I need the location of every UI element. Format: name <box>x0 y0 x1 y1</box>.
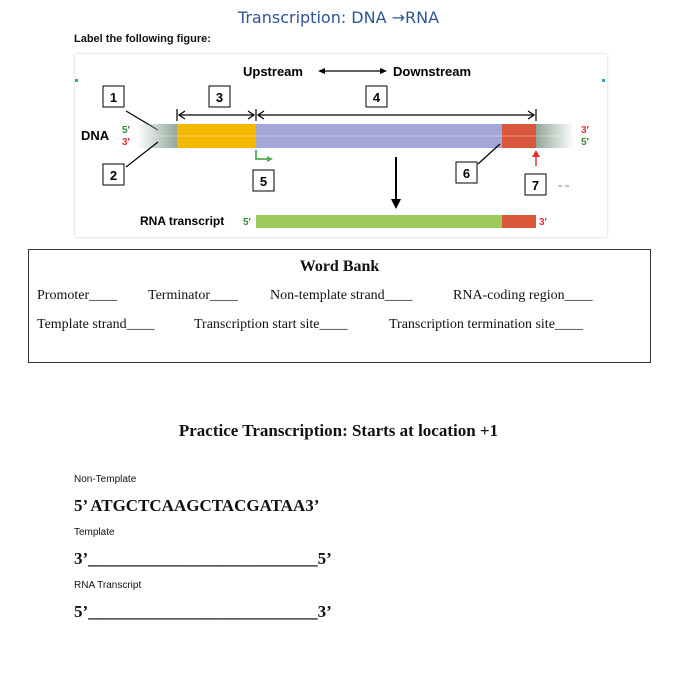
rna-three-prime: 3′ <box>539 217 547 228</box>
dna-bottom-three-prime: 3′ <box>122 137 130 148</box>
page-title: Transcription: DNA →RNA <box>237 8 440 27</box>
practice-title: Practice Transcription: Starts at location +1 <box>178 421 499 440</box>
word-bank-item: Template strand____ <box>37 317 155 332</box>
upstream-label: Upstream <box>243 64 303 79</box>
template-sequence-blank[interactable]: 3’___________________________5’ <box>74 549 332 568</box>
up-arrow-icon <box>532 150 540 157</box>
word-bank-item: Transcription termination site____ <box>389 317 583 332</box>
dna-top-five-prime: 5′ <box>122 125 130 136</box>
label-box-1-number: 1 <box>109 90 118 105</box>
dna-top-three-prime: 3′ <box>581 125 589 136</box>
label-box-4-number: 4 <box>372 90 381 105</box>
template-label: Template <box>74 527 115 538</box>
non-template-sequence: 5’ ATGCTCAAGCTACGATAA3’ <box>74 496 320 515</box>
transcription-figure <box>75 54 607 237</box>
instruction-text: Label the following figure: <box>74 33 211 45</box>
word-bank-box <box>28 249 651 363</box>
rna-transcript-label: RNA transcript <box>140 214 225 228</box>
start-arrow-icon <box>267 156 273 162</box>
word-bank-item: Transcription start site____ <box>194 317 348 332</box>
edge-mark-right <box>602 79 605 82</box>
edge-mark-left <box>75 79 78 82</box>
rna-sequence-blank[interactable]: 5’___________________________3’ <box>74 602 332 621</box>
rna-coding-part <box>256 215 502 228</box>
dna-bottom-five-prime: 5′ <box>581 137 589 148</box>
word-bank-title: Word Bank <box>299 258 380 275</box>
dna-label: DNA <box>81 128 110 143</box>
down-arrow-icon <box>391 199 401 209</box>
rna-terminator-part <box>502 215 536 228</box>
downstream-label: Downstream <box>393 64 472 79</box>
word-bank-item: Terminator____ <box>148 288 238 303</box>
rna-five-prime: 5′ <box>243 217 251 228</box>
label-box-3-number: 3 <box>215 90 224 105</box>
rna-transcript-practice-label: RNA Transcript <box>74 580 142 591</box>
label-box-2-number: 2 <box>109 168 118 183</box>
label-box-7-number: 7 <box>531 178 540 193</box>
arrow-left-icon <box>318 68 325 74</box>
label-box-5-number: 5 <box>259 174 268 189</box>
non-template-label: Non-Template <box>74 474 137 485</box>
word-bank-item: Non-template strand____ <box>270 288 413 303</box>
label-box-6-number: 6 <box>462 166 471 181</box>
figure-diagram <box>75 54 607 237</box>
arrow-right-icon <box>380 68 387 74</box>
word-bank-item: Promoter____ <box>37 288 118 303</box>
start-site-arrow <box>256 150 268 159</box>
word-bank-item: RNA-coding region____ <box>453 288 593 303</box>
